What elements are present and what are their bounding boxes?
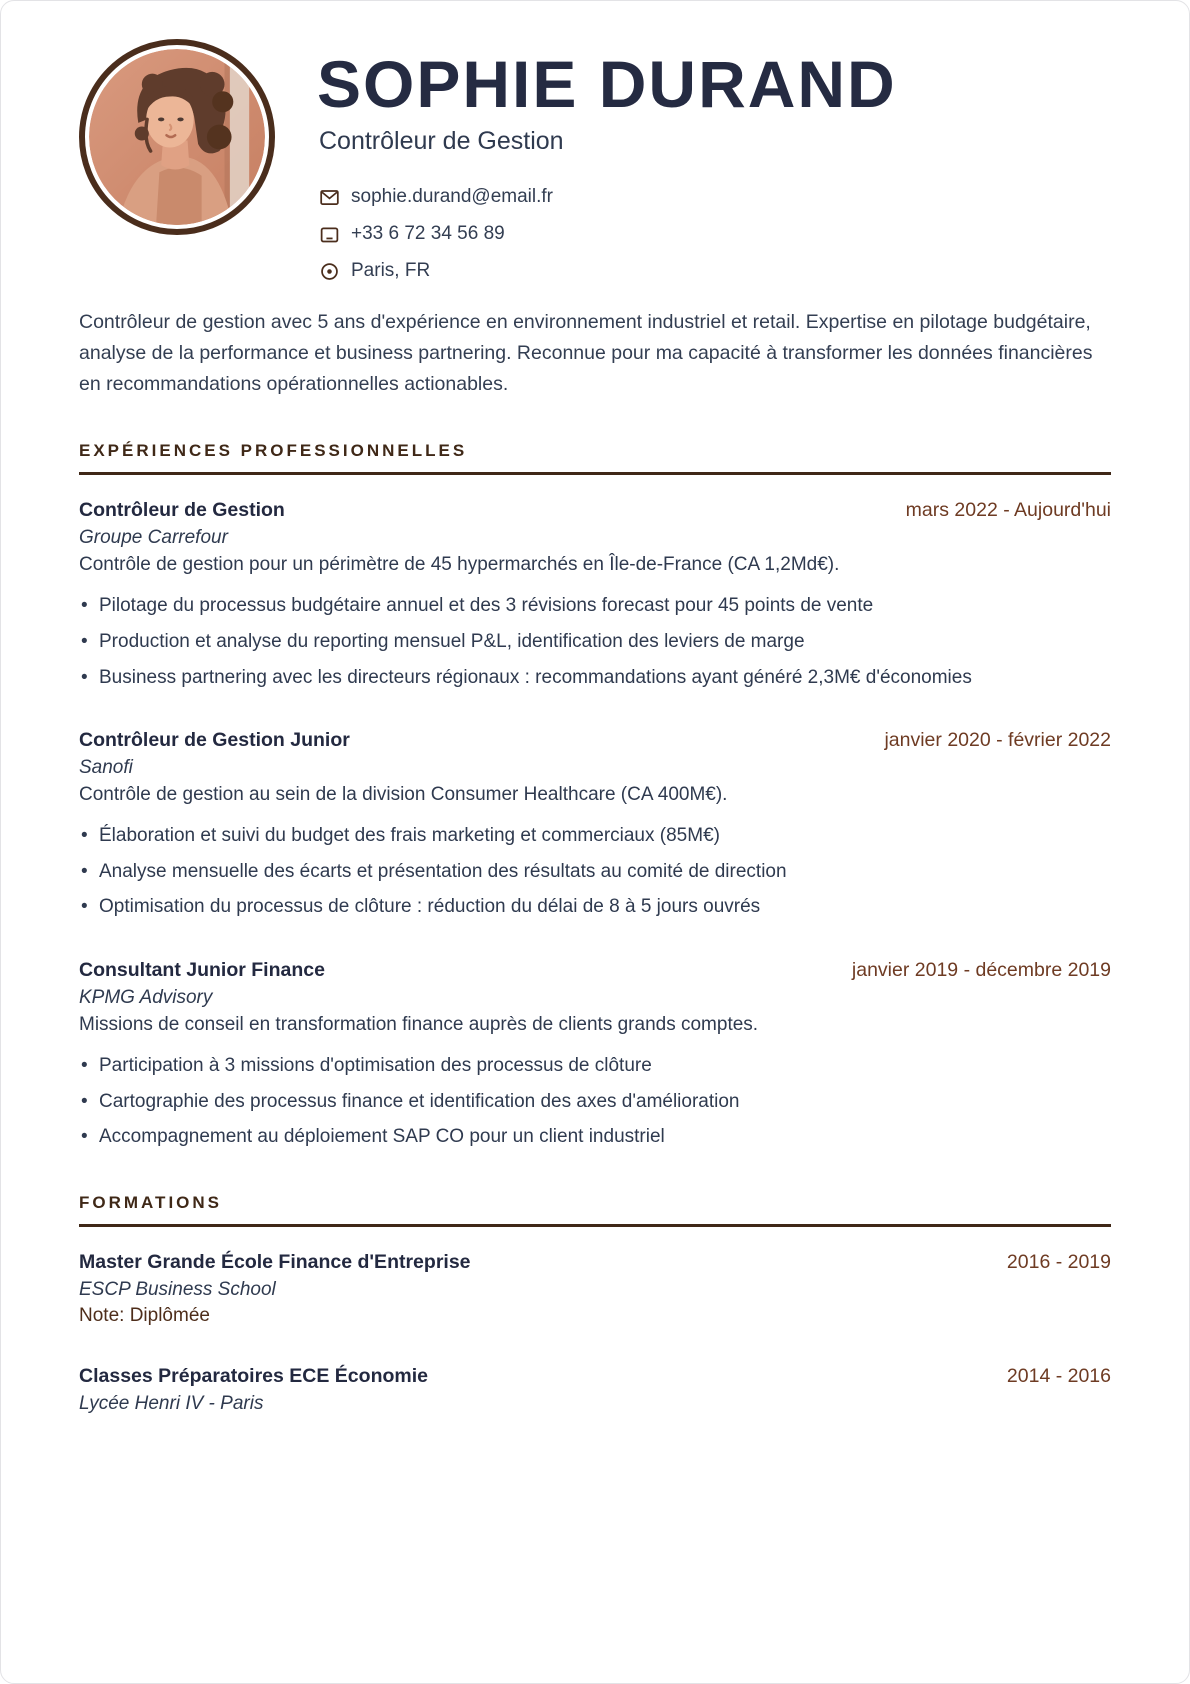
location-icon (319, 261, 340, 282)
contact-email (319, 186, 897, 208)
job-title: Contrôleur de Gestion Junior (79, 729, 350, 752)
job-bullet: • Cartographie des processus finance et identification des axes d'amélioration (79, 1089, 1111, 1116)
education-entry (79, 1251, 1111, 1327)
person-role: Contrôleur de Gestion (319, 127, 564, 155)
contact-email-value: sophie.durand@email.fr (351, 186, 554, 207)
education-heading: FORMATIONS (79, 1192, 223, 1212)
job-bullet: • Business partnering avec les directeurs régionaux : recommandations ayant généré 2,3M€ d'économies (79, 665, 1111, 692)
job-bullet: • Analyse mensuelle des écarts et présentation des résultats au comité de direction (79, 859, 1111, 886)
job-description: Contrôle de gestion pour un périmètre de 45 hypermarchés en Île-de-France (CA 1,2Md€). (79, 554, 840, 576)
job-description: Contrôle de gestion au sein de la division Consumer Healthcare (CA 400M€). (79, 784, 728, 806)
experience-heading: EXPÉRIENCES PROFESSIONNELLES (79, 441, 468, 461)
mail-icon (319, 187, 340, 208)
job-company: KPMG Advisory (79, 986, 213, 1008)
job-dates: mars 2022 - Aujourd'hui (905, 499, 1111, 522)
contact-location-value: Paris, FR (351, 260, 431, 281)
job-company: Sanofi (79, 757, 133, 779)
experience-entry (79, 499, 1111, 691)
job-dates: janvier 2019 - décembre 2019 (851, 958, 1111, 981)
resume-content (1, 1, 1189, 1415)
experience-entry (79, 729, 1111, 921)
degree-title: Classes Préparatoires ECE Économie (79, 1364, 428, 1387)
education-entry (79, 1365, 1111, 1415)
job-bullets (79, 823, 1111, 921)
experience-entry (79, 959, 1111, 1151)
contact-phone-value: +33 6 72 34 56 89 (351, 223, 505, 244)
phone-icon (319, 224, 340, 245)
job-bullets (79, 593, 1111, 691)
degree-note: Note: Diplômée (79, 1304, 210, 1326)
job-title: Consultant Junior Finance (79, 958, 325, 981)
job-company: Groupe Carrefour (79, 527, 228, 549)
header-identity (317, 39, 897, 297)
job-title: Contrôleur de Gestion (79, 499, 285, 522)
section-education (79, 1193, 1111, 1415)
section-experience (79, 441, 1111, 1150)
school-name: Lycée Henri IV - Paris (79, 1392, 264, 1414)
degree-dates: 2014 - 2016 (1006, 1364, 1111, 1387)
job-description: Missions de conseil en transformation finance auprès de clients grands comptes. (79, 1013, 759, 1035)
job-bullets (79, 1053, 1111, 1151)
resume-header (79, 39, 1111, 297)
job-bullet: • Élaboration et suivi du budget des frais marketing et commerciaux (85M€) (79, 823, 1111, 850)
person-name: SOPHIE DURAND (317, 47, 897, 121)
degree-dates: 2016 - 2019 (1006, 1250, 1111, 1273)
job-dates: janvier 2020 - février 2022 (884, 729, 1111, 752)
contact-location (319, 260, 897, 282)
contact-phone (319, 223, 897, 245)
profile-summary: Contrôleur de gestion avec 5 ans d'expérience en environnement industriel et retail. Expertise en pilotage budgétaire, analyse de la performance et business partnering. Reconnue pour ma capacité à transformer les données financières en recommandations opérationnelles actionables. (79, 311, 1093, 395)
job-bullet: • Production et analyse du reporting mensuel P&L, identification des leviers de marge (79, 629, 1111, 656)
school-name: ESCP Business School (79, 1278, 276, 1300)
job-bullet: • Optimisation du processus de clôture : réduction du délai de 8 à 5 jours ouvrés (79, 894, 1111, 921)
job-bullet: • Pilotage du processus budgétaire annuel et des 3 révisions forecast pour 45 points de vente (79, 593, 1111, 620)
job-bullet: • Participation à 3 missions d'optimisation des processus de clôture (79, 1053, 1111, 1080)
section-divider (79, 472, 1111, 475)
degree-title: Master Grande École Finance d'Entreprise (79, 1250, 471, 1273)
profile-photo-illustration (89, 49, 265, 225)
job-bullet: • Accompagnement au déploiement SAP CO pour un client industriel (79, 1124, 1111, 1151)
profile-photo (79, 39, 275, 235)
section-divider (79, 1224, 1111, 1227)
